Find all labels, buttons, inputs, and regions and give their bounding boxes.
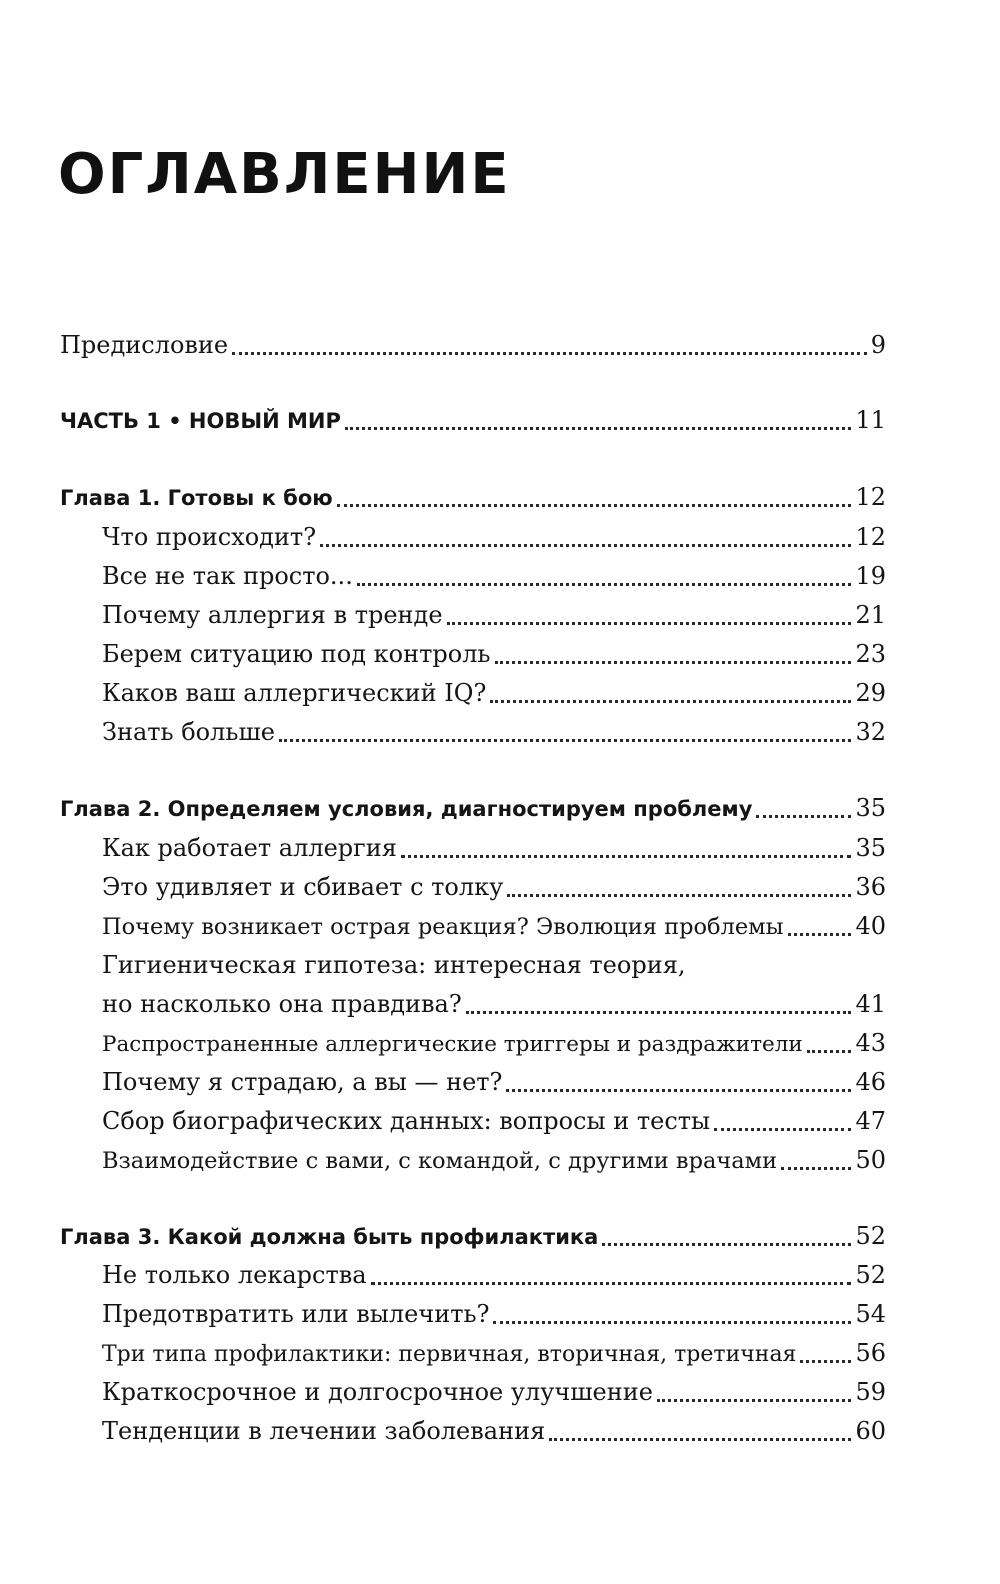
toc-page-number: 50: [855, 1146, 886, 1174]
toc-page-number: 41: [855, 990, 886, 1018]
toc-page-number: 52: [855, 1222, 886, 1250]
toc-entry-label: Глава 1. Готовы к бою: [60, 486, 333, 510]
toc-page-number: 43: [855, 1029, 886, 1057]
toc-page-number: 11: [855, 406, 886, 434]
toc-page-number: 35: [855, 834, 886, 862]
toc-entry-section[interactable]: [102, 635, 886, 673]
dot-leader: [279, 738, 851, 742]
toc-entry-section[interactable]: [102, 1295, 886, 1333]
toc-entry-section[interactable]: [102, 1334, 886, 1372]
toc-entry-section[interactable]: [102, 1141, 886, 1179]
toc-entry-label: Как работает аллергия: [102, 834, 397, 862]
dot-leader: [490, 699, 851, 703]
toc-page-number: 40: [855, 912, 886, 940]
toc-entry-label: Краткосрочное и долгосрочное улучшение: [102, 1378, 653, 1406]
dot-leader: [232, 351, 867, 355]
toc-entry-section[interactable]: [102, 1412, 886, 1450]
dot-leader: [781, 1166, 851, 1170]
toc-entry-section[interactable]: [102, 1256, 886, 1294]
dot-leader: [337, 503, 852, 507]
toc-entry-section[interactable]: [102, 518, 886, 556]
dot-leader: [320, 543, 851, 547]
toc-entry-section[interactable]: [102, 674, 886, 712]
toc-entry-label: Почему возникает острая реакция? Эволюция проблемы: [102, 914, 784, 940]
toc-entry-chapter-2[interactable]: [60, 789, 886, 827]
toc-entry-label: Не только лекарства: [102, 1261, 367, 1289]
toc-entry-section[interactable]: [102, 1102, 886, 1140]
toc-entry-part-1[interactable]: [60, 401, 886, 439]
toc-entry-label: Предисловие: [60, 331, 229, 359]
toc-entry-label: Распространенные аллергические триггеры и раздражители: [102, 1032, 803, 1057]
dot-leader: [657, 1398, 851, 1402]
toc-page-number: 23: [855, 640, 886, 668]
toc-entry-section[interactable]: [102, 985, 886, 1023]
toc-entry-label: Все не так просто...: [102, 562, 353, 590]
toc-page-number: 12: [855, 523, 886, 551]
toc-entry-label: Три типа профилактики: первичная, вторичная, третичная: [102, 1342, 797, 1367]
toc-entry-section[interactable]: [102, 596, 886, 634]
toc-entry-label: ЧАСТЬ 1 • НОВЫЙ МИР: [60, 409, 341, 433]
page-title: ОГЛАВЛЕНИЕ: [58, 142, 511, 207]
dot-leader: [466, 1010, 852, 1014]
toc-page-number: 52: [855, 1261, 886, 1289]
toc-entry-label: Глава 2. Определяем условия, диагностируем проблему: [60, 797, 753, 821]
toc-page-number: 21: [855, 601, 886, 629]
toc-entry-label: Предотвратить или вылечить?: [102, 1300, 490, 1328]
toc-entry-label: Что происходит?: [102, 523, 317, 551]
toc-entry-label: Глава 3. Какой должна быть профилактика: [60, 1225, 599, 1249]
dot-leader: [495, 660, 852, 664]
toc-entry-label: но насколько она правдива?: [102, 990, 462, 1018]
toc-entry-label: Каков ваш аллергический IQ?: [102, 679, 487, 707]
dot-leader: [800, 1359, 851, 1363]
toc-entry-label: Сбор биографических данных: вопросы и тесты: [102, 1107, 711, 1135]
toc-entry-section[interactable]: [102, 868, 886, 906]
dot-leader: [602, 1242, 851, 1246]
toc-page-number: 32: [855, 718, 886, 746]
dot-leader: [401, 854, 852, 858]
toc-entry-label: Почему аллергия в тренде: [102, 601, 443, 629]
toc-entry-label: Почему я страдаю, а вы — нет?: [102, 1068, 503, 1096]
dot-leader: [714, 1127, 851, 1131]
toc-entry-section[interactable]: [102, 1063, 886, 1101]
dot-leader: [493, 1320, 851, 1324]
toc-entry-section[interactable]: [102, 713, 886, 751]
dot-leader: [549, 1437, 851, 1441]
toc-entry-section[interactable]: [102, 557, 886, 595]
toc-page-number: 46: [855, 1068, 886, 1096]
toc-entry-label: Берем ситуацию под контроль: [102, 640, 491, 668]
toc-page-number: 9: [870, 331, 886, 359]
toc-page-number: 12: [855, 483, 886, 511]
dot-leader: [506, 1088, 851, 1092]
dot-leader: [756, 814, 851, 818]
toc-page-number: 35: [855, 794, 886, 822]
dot-leader: [357, 582, 852, 586]
dot-leader: [447, 621, 852, 625]
toc-page-number: 54: [855, 1300, 886, 1328]
toc-entry-section[interactable]: [102, 1373, 886, 1411]
dot-leader: [345, 426, 852, 430]
toc-entry-chapter-1[interactable]: [60, 478, 886, 516]
toc-entry-label: Взаимодействие с вами, с командой, с другими врачами: [102, 1148, 778, 1174]
dot-leader: [807, 1049, 852, 1053]
toc-entry-label: Знать больше: [102, 718, 275, 746]
toc-page-number: 19: [855, 562, 886, 590]
dot-leader: [371, 1281, 852, 1285]
dot-leader: [788, 932, 852, 936]
toc-page-number: 47: [855, 1107, 886, 1135]
toc-entry-chapter-3[interactable]: [60, 1217, 886, 1255]
toc-entry-section[interactable]: [102, 829, 886, 867]
toc-page-number: 56: [855, 1339, 886, 1367]
toc-entry-label: Это удивляет и сбивает с толку: [102, 873, 504, 901]
toc-page-number: 60: [855, 1417, 886, 1445]
toc-page-number: 36: [855, 873, 886, 901]
toc-page-number: 29: [855, 679, 886, 707]
toc-page-number: 59: [855, 1378, 886, 1406]
toc-entry-preface[interactable]: [60, 326, 886, 364]
toc-entry-section[interactable]: [102, 907, 886, 945]
dot-leader: [507, 893, 851, 897]
toc-entry-section[interactable]: [102, 1024, 886, 1062]
toc-entry-label: Тенденции в лечении заболевания: [102, 1417, 546, 1445]
toc-entry-section-line: Гигиеническая гипотеза: интересная теория,: [102, 951, 686, 979]
